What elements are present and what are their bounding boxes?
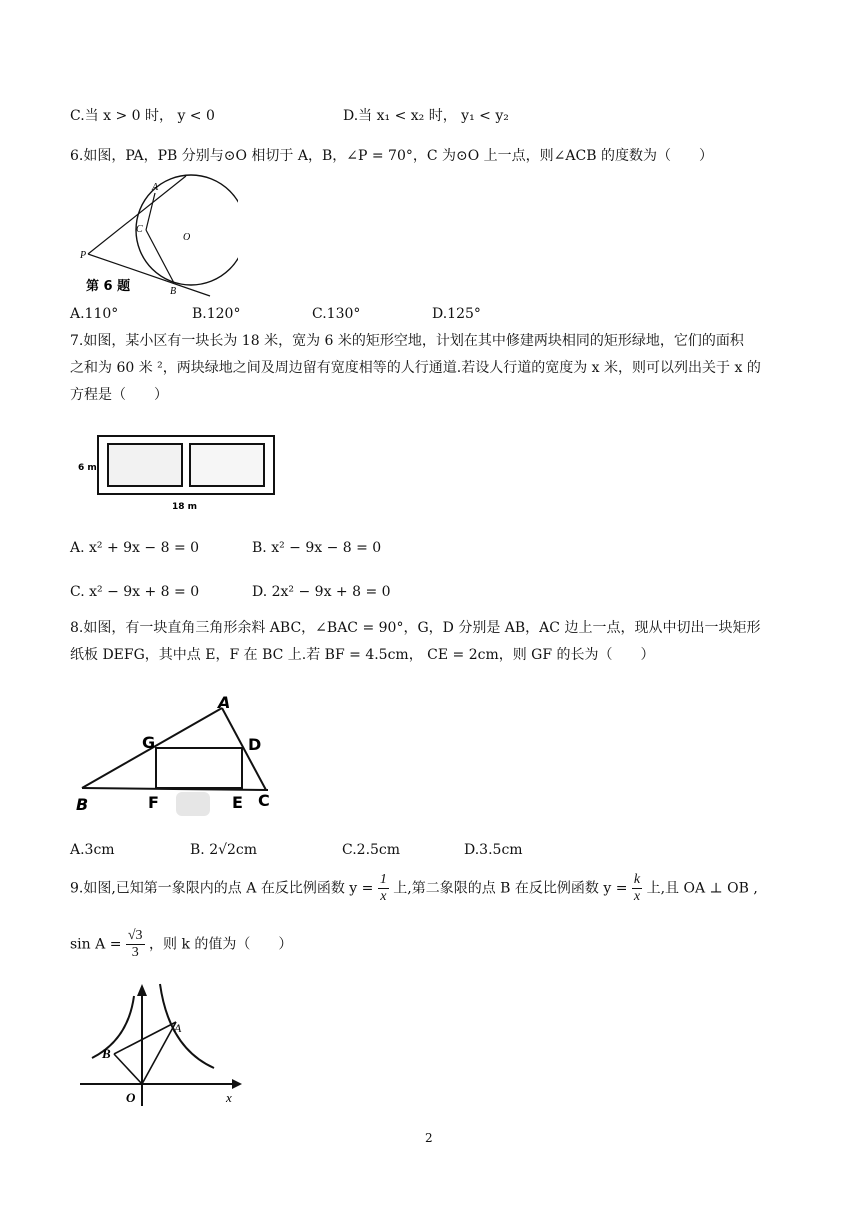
q6-point-b: B (170, 286, 177, 297)
q9-stem-line1 (70, 872, 758, 905)
q9-point-b: B (102, 1046, 111, 1061)
page-number: 2 (425, 1131, 433, 1145)
q7-length-label: 18 m (172, 502, 198, 512)
q9-stem-part1: 9.如图,已知第一象限内的点 A 在反比例函数 y = (70, 880, 374, 897)
q6-option-b: B.120° (192, 306, 241, 322)
q9-stem-part3: 上,且 OA ⊥ OB , (646, 880, 758, 897)
q9-frac3-den: 3 (131, 945, 139, 960)
q6-stem: 6.如图，PA，PB 分别与⊙O 相切于 A，B，∠P = 70°，C 为⊙O 上一点，则∠ACB 的度数为（ ） (70, 148, 713, 164)
q9-figure (74, 978, 254, 1110)
q6-point-a: A (152, 182, 159, 193)
q9-frac3-num: √3 (127, 928, 143, 943)
q9-point-a: A (174, 1021, 182, 1035)
q7-figure (74, 430, 280, 518)
q8-point-d: D (248, 735, 262, 754)
q9-stem-part2: 上,第二象限的点 B 在反比例函数 y = (393, 880, 628, 897)
q8-point-e: E (232, 793, 243, 812)
q6-figure-caption: 第 6 题 (86, 279, 131, 294)
q5-option-c: C.当 x > 0 时， y < 0 (70, 108, 215, 124)
q7-stem-line3: 方程是（ ） (70, 387, 168, 403)
q7-option-a: A. x² + 9x − 8 = 0 (70, 540, 200, 556)
q8-option-c: C.2.5cm (342, 842, 401, 858)
q8-option-d: D.3.5cm (464, 842, 523, 858)
q8-point-c: C (258, 791, 270, 810)
q5-option-d: D.当 x₁ < x₂ 时， y₁ < y₂ (343, 108, 509, 124)
q6-figure (78, 172, 238, 302)
q8-point-b: B (76, 795, 89, 814)
q8-point-g: G (142, 733, 156, 752)
q9-fraction-1-over-x (378, 872, 389, 905)
q8-stem-line2: 纸板 DEFG，其中点 E，F 在 BC 上.若 BF = 4.5cm， CE = 2cm，则 GF 的长为（ ） (70, 647, 655, 663)
q6-option-a: A.110° (70, 306, 119, 322)
q8-figure (72, 690, 294, 820)
q9-frac1-num: 1 (379, 872, 387, 887)
q7-stem-line1: 7.如图，某小区有一块长为 18 米，宽为 6 米的矩形空地，计划在其中修建两块相同的矩形绿地，它们的面积 (70, 333, 744, 349)
q9-frac1-den: x (380, 889, 387, 904)
q9-stem-line2 (70, 928, 292, 961)
q9-fraction-root3-over-3 (126, 928, 145, 961)
q8-stem-line1: 8.如图，有一块直角三角形余料 ABC，∠BAC = 90°，G，D 分别是 AB，AC 边上一点，现从中切出一块矩形 (70, 620, 761, 636)
q7-option-d: D. 2x² − 9x + 8 = 0 (252, 584, 391, 600)
q9-fraction-k-over-x (632, 872, 642, 905)
q6-point-c: C (136, 224, 143, 235)
q6-option-d: D.125° (432, 306, 481, 322)
q9-frac2-den: x (633, 889, 641, 904)
q8-option-a: A.3cm (70, 842, 115, 858)
q9-axis-x-label: x (226, 1090, 232, 1105)
q7-width-label: 6 m (78, 463, 97, 473)
q9-point-o: O (126, 1090, 136, 1105)
q8-point-a: A (218, 693, 231, 712)
q9-sin-label: sin A = (70, 936, 122, 953)
q6-option-c: C.130° (312, 306, 361, 322)
q7-stem-line2: 之和为 60 米 ²，两块绿地之间及周边留有宽度相等的人行通道.若设人行道的宽度为 x 米，则可以列出关于 x 的 (70, 360, 761, 376)
q7-option-c: C. x² − 9x + 8 = 0 (70, 584, 200, 600)
q6-point-o: O (183, 232, 191, 243)
q7-option-b: B. x² − 9x − 8 = 0 (252, 540, 382, 556)
q9-stem-part4: ，则 k 的值为（ ） (149, 936, 293, 953)
q6-point-p: P (80, 250, 87, 261)
q8-point-f: F (148, 793, 159, 812)
q8-option-b: B. 2√2cm (190, 842, 258, 858)
q9-frac2-num: k (633, 872, 641, 887)
